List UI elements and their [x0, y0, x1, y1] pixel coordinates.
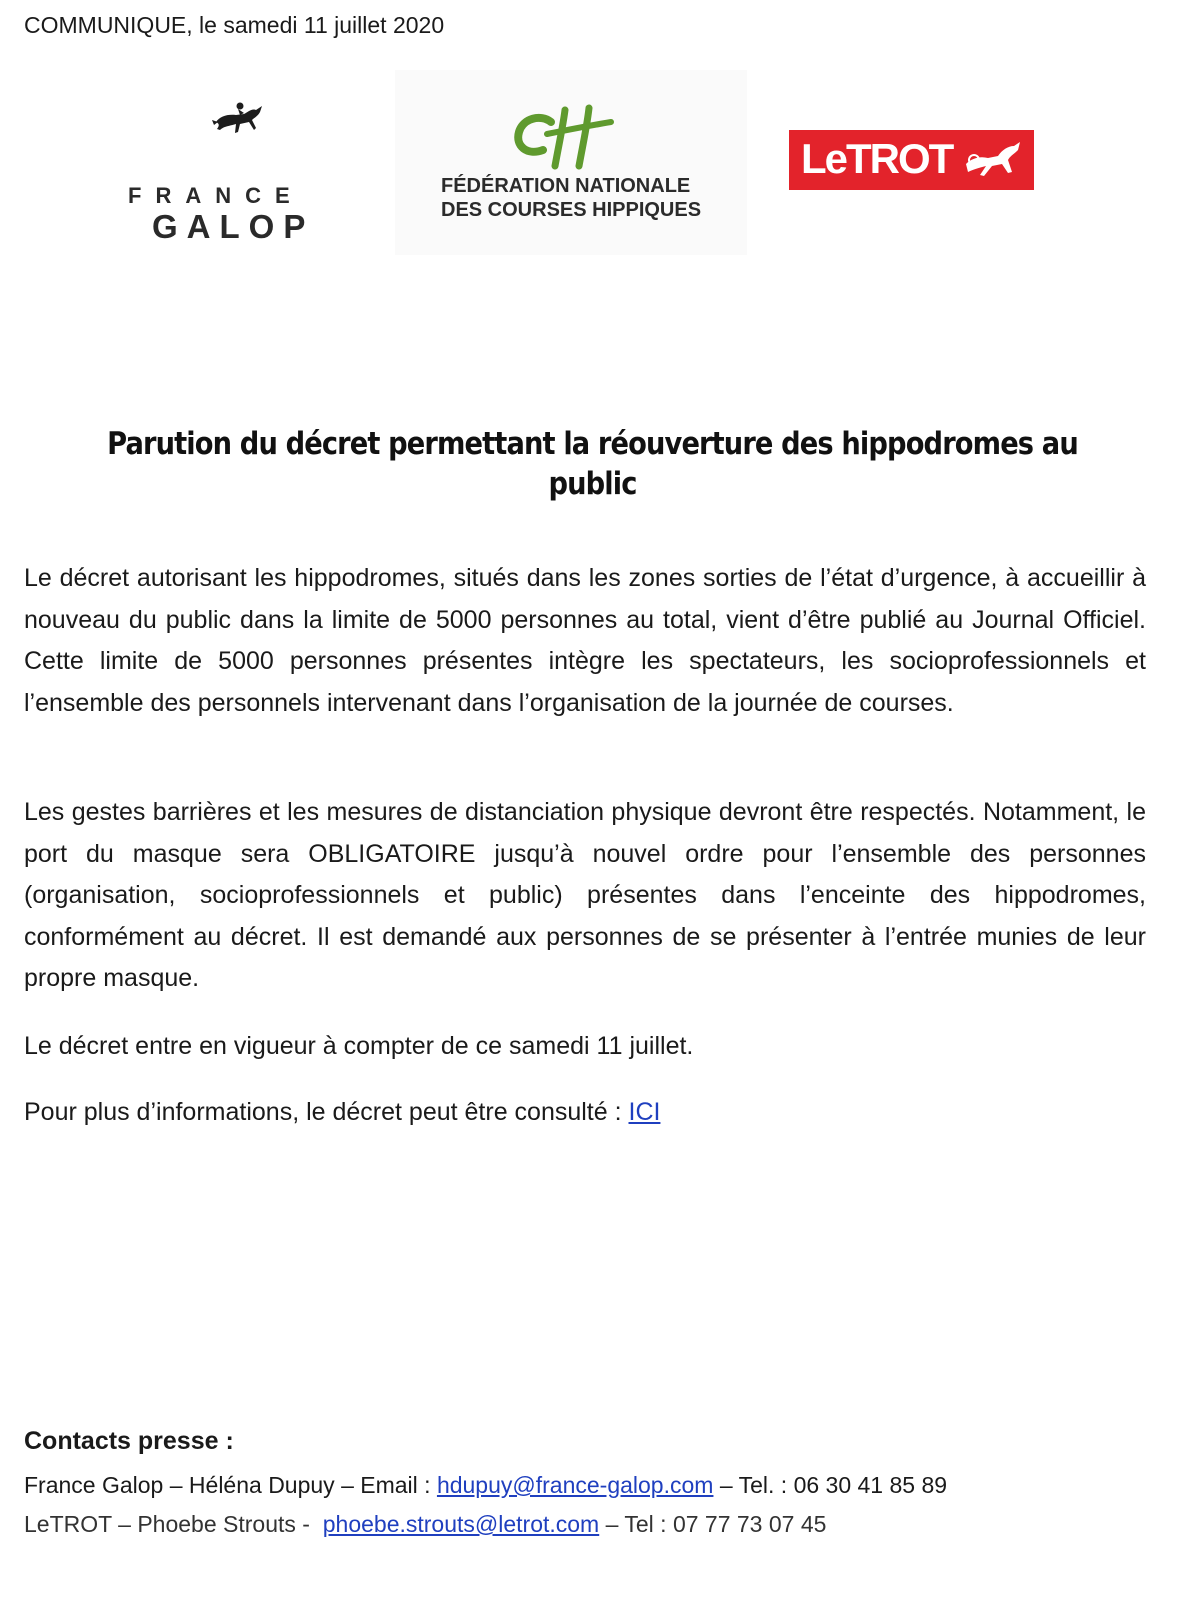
- letrot-email-link[interactable]: phoebe.strouts@letrot.com: [322, 1511, 600, 1537]
- jockey-horse-icon: [210, 100, 270, 144]
- contact-france-galop: [24, 1470, 947, 1500]
- fnch-logo-line2: DES COURSES HIPPIQUES: [441, 199, 702, 221]
- france-galop-logo-line2: GALOP: [152, 208, 315, 245]
- paragraph-measures: Les gestes barrières et les mesures de distanciation physique devront être respectés. Notamment, le port du masque sera OBLIGATOIRE jusqu’à nouvel ordre pour l’ensemble des personnes (organisation, socioprofessionnels et public) présentes dans l’enceinte des hippodromes, conformément au décret. Il est demandé aux personnes de se présenter à l’entrée munies de leur propre masque.: [24, 798, 1146, 992]
- contact-letrot: [24, 1509, 826, 1539]
- paragraph-decree: Le décret autorisant les hippodromes, situés dans les zones sorties de l’état d’urgence, à accueillir à nouveau du public dans la limite de 5000 personnes au total, vient d’être publié au Journal Officiel. Cette limite de 5000 personnes présentes intègre les spectateurs, les socioprofessionnels et l’ensemble des personnels intervenant dans l’organisation de la journée de courses.: [24, 564, 1146, 717]
- contacts-title: Contacts presse :: [24, 1427, 234, 1455]
- contact-france-galop-prefix: France Galop – Héléna Dupuy – Email :: [24, 1472, 437, 1498]
- france-galop-logo: [128, 100, 358, 245]
- contact-letrot-phone: – Tel : 07 77 73 07 45: [599, 1511, 827, 1537]
- letrot-logo: [789, 130, 1034, 190]
- france-galop-email-link[interactable]: hdupuy@france-galop.com: [436, 1472, 714, 1498]
- fnch-logo: [395, 70, 747, 255]
- contact-letrot-prefix: LeTROT – Phoebe Strouts -: [24, 1511, 323, 1537]
- paragraph-more-info: [24, 1092, 1146, 1134]
- communique-date-line: COMMUNIQUE, le samedi 11 juillet 2020: [24, 12, 445, 38]
- more-info-text: Pour plus d’informations, le décret peut être consulté :: [24, 1098, 629, 1126]
- france-galop-logo-line1: FRANCE: [128, 183, 304, 208]
- trotting-horse-icon: [962, 138, 1024, 182]
- document-title: Parution du décret permettant la réouverture des hippodromes au public: [107, 426, 1078, 502]
- contact-france-galop-phone: – Tel. : 06 30 41 85 89: [713, 1472, 948, 1498]
- fnch-ch-icon: [507, 104, 617, 174]
- fnch-logo-text: [441, 174, 701, 222]
- letrot-logo-text: LeTROT: [801, 135, 953, 182]
- logo-banner: [0, 70, 1185, 260]
- decree-link[interactable]: ICI: [628, 1098, 661, 1126]
- fnch-logo-line1: FÉDÉRATION NATIONALE: [441, 175, 691, 197]
- paragraph-effective-date: Le décret entre en vigueur à compter de ce samedi 11 juillet.: [24, 1032, 694, 1060]
